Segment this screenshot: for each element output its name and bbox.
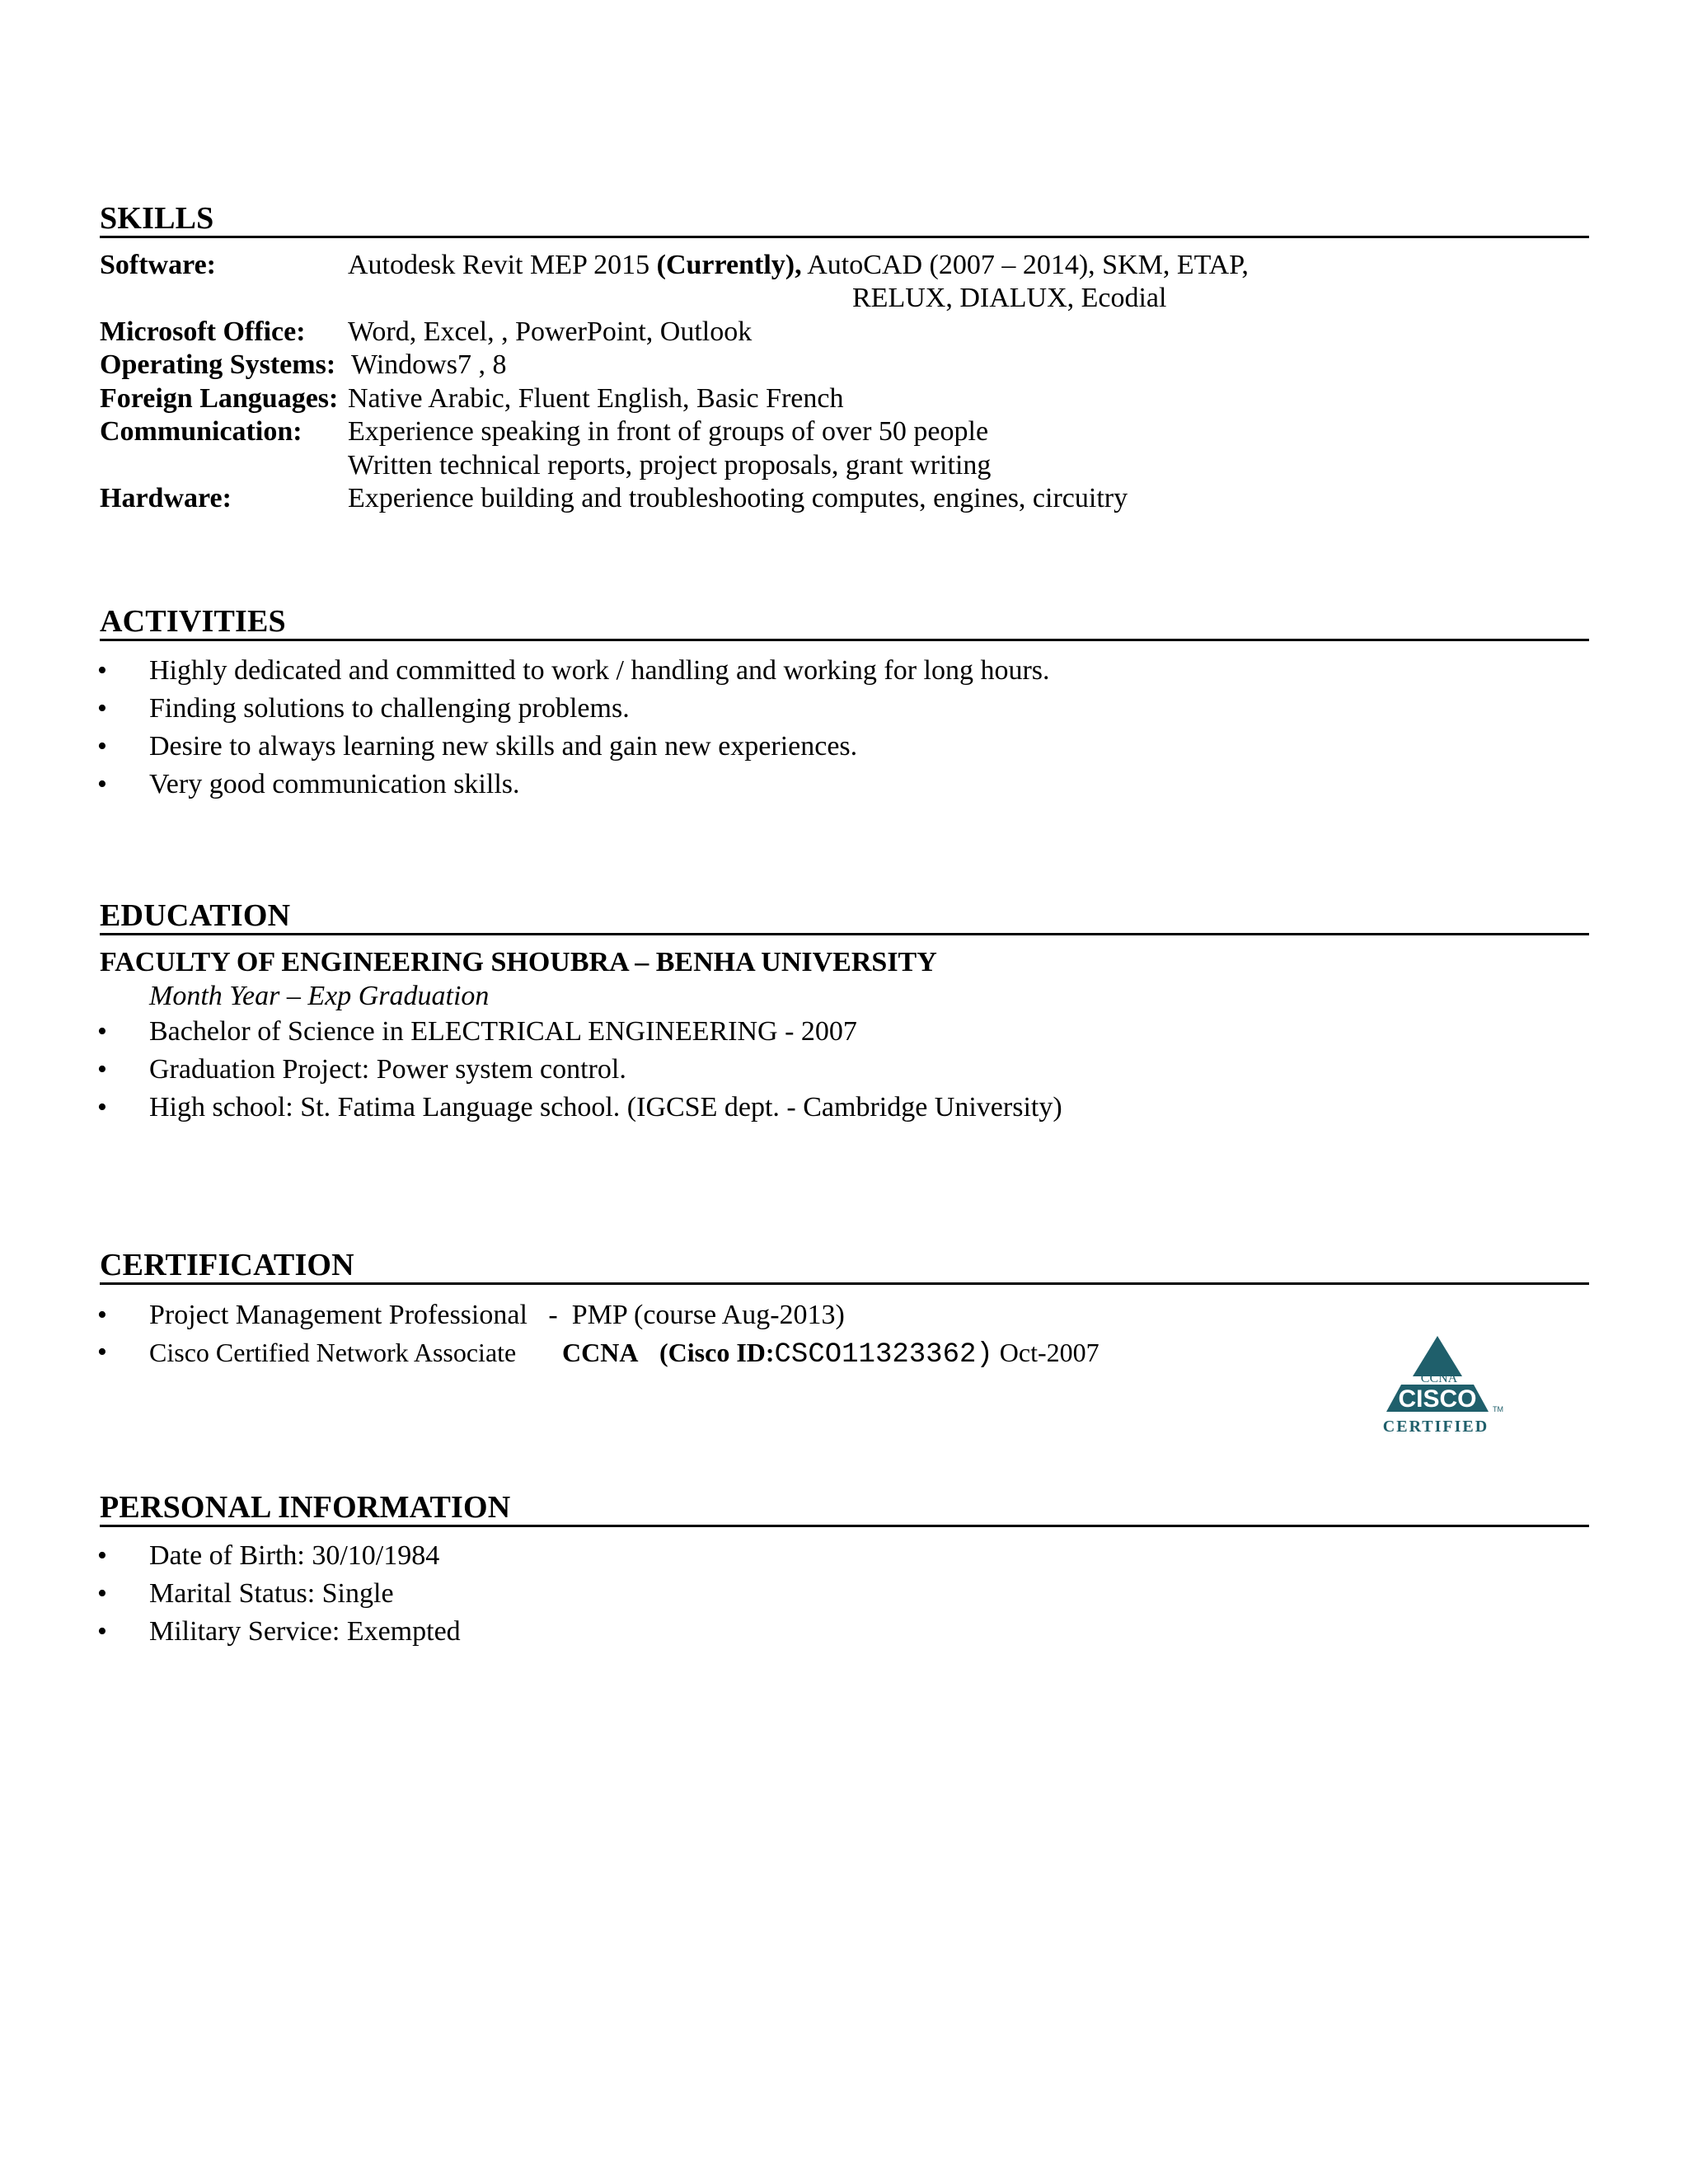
- comm-value-2: Written technical reports, project proposals, grant writing: [348, 450, 992, 480]
- logo-certified-text: CERTIFIED: [1382, 1418, 1489, 1436]
- ccna-cisco-certified-logo: [1376, 1331, 1508, 1442]
- bullet-icon: •: [97, 1337, 107, 1367]
- activities-heading: ACTIVITIES: [100, 604, 1589, 641]
- lang-label: Foreign Languages:: [100, 383, 339, 414]
- hw-label: Hardware:: [100, 483, 232, 513]
- office-value: Word, Excel, , PowerPoint, Outlook: [348, 316, 753, 347]
- hw-value: Experience building and troubleshooting computes, engines, circuitry: [348, 483, 1128, 513]
- ccna-label: CCNA: [562, 1338, 639, 1367]
- logo-triangle-top: [1413, 1336, 1462, 1376]
- bullet-icon: •: [97, 1054, 107, 1085]
- lang-value: Native Arabic, Fluent English, Basic French: [348, 383, 844, 414]
- bullet-icon: •: [97, 1300, 107, 1330]
- bullet-icon: •: [97, 655, 107, 686]
- bullet-icon: •: [97, 1578, 107, 1609]
- bullet-icon: •: [97, 1092, 107, 1122]
- bullet-icon: •: [97, 769, 107, 799]
- os-label: Operating Systems:: [100, 349, 336, 380]
- personal-heading: PERSONAL INFORMATION: [100, 1490, 1589, 1527]
- logo-tm-text: TM: [1493, 1405, 1503, 1413]
- graduation-date: Month Year – Exp Graduation: [149, 981, 490, 1011]
- os-value: Windows7 , 8: [351, 349, 507, 380]
- software-value: Autodesk Revit MEP 2015 (Currently), AutoCAD (2007 – 2014), SKM, ETAP,: [348, 250, 1249, 280]
- software-label: Software:: [100, 250, 216, 280]
- bullet-icon: •: [97, 1616, 107, 1647]
- logo-ccna-text: CCNA: [1420, 1371, 1458, 1385]
- logo-cisco-text: CISCO: [1398, 1385, 1477, 1413]
- comm-value-1: Experience speaking in front of groups of over 50 people: [348, 416, 989, 447]
- education-heading: EDUCATION: [100, 898, 1589, 935]
- skills-heading: SKILLS: [100, 201, 1589, 238]
- bullet-icon: •: [97, 693, 107, 724]
- bullet-icon: •: [97, 731, 107, 762]
- bullet-icon: •: [97, 1016, 107, 1047]
- comm-label: Communication:: [100, 416, 302, 447]
- certification-heading: CERTIFICATION: [100, 1248, 1589, 1285]
- bullet-icon: •: [97, 1540, 107, 1571]
- software-value-cont: RELUX, DIALUX, Ecodial: [852, 283, 1167, 313]
- institution-name: FACULTY OF ENGINEERING SHOUBRA – BENHA UNIVERSITY: [100, 947, 937, 977]
- office-label: Microsoft Office:: [100, 316, 306, 347]
- cisco-id: (Cisco ID:CSCO11323362) Oct-2007: [659, 1338, 1100, 1371]
